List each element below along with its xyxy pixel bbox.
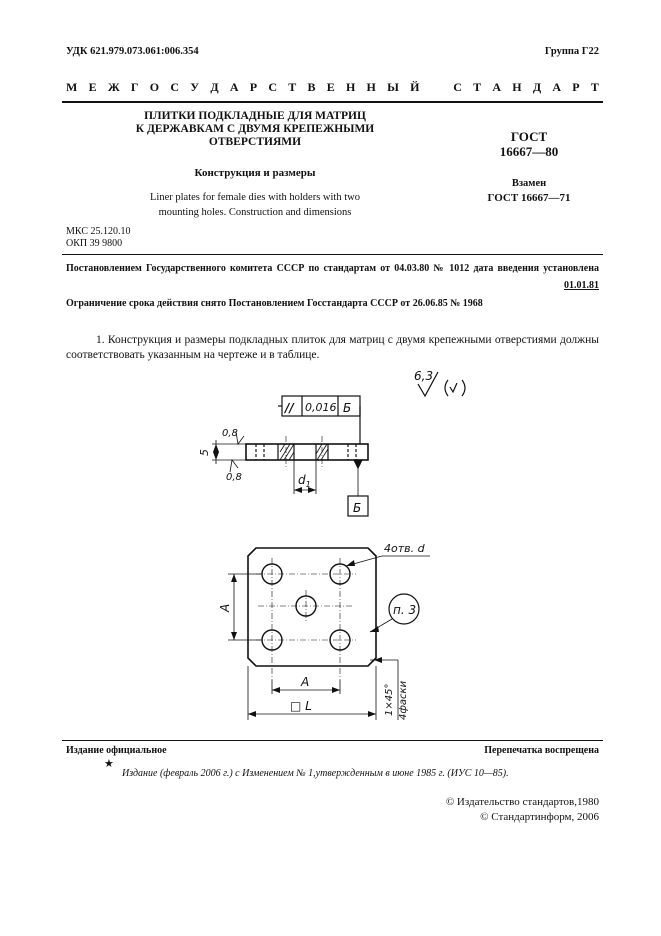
official-edition: Издание официальное	[66, 745, 167, 756]
banner-letter: Д	[210, 80, 219, 94]
banner-letter: Т	[590, 80, 599, 94]
reprint-prohibited: Перепечатка воспрещена	[484, 745, 599, 756]
english-title-line-1: Liner plates for female dies with holders with two	[150, 192, 360, 203]
document-subtitle: Конструкция и размеры	[194, 167, 316, 179]
limit-removed-text: Ограничение срока действия снято Постановлением Госстандарта СССР от 26.06.85 № 1968	[66, 298, 483, 309]
replaced-label: Взамен	[511, 178, 547, 189]
length-label: □ L	[290, 699, 312, 713]
tolerance-symbol: //	[285, 401, 294, 415]
flatness-top: 0,8	[222, 428, 238, 439]
banner-letter: Д	[532, 80, 542, 94]
banner-letter: Н	[345, 80, 356, 94]
banner-letter: С	[268, 80, 277, 94]
effective-date: 01.01.81	[564, 280, 599, 291]
banner-letter: М	[66, 80, 78, 94]
copyright-1: © Издательство стандартов,1980	[445, 796, 599, 808]
banner-letter: Ы	[387, 80, 399, 94]
group-code: Группа Г22	[544, 46, 599, 57]
gost-number: 16667—80	[499, 144, 559, 159]
chamfer-size: 1×45°	[384, 683, 395, 716]
copyright-block	[446, 795, 599, 825]
vertical-a-label: A	[218, 603, 232, 612]
banner-letter: Р	[249, 80, 258, 94]
tolerance-value: 0,016	[305, 401, 337, 414]
banner-letter: О	[149, 80, 160, 94]
tolerance-datum: Б	[343, 401, 352, 415]
title-line-1: ПЛИТКИ ПОДКЛАДНЫЕ ДЛЯ МАТРИЦ	[144, 110, 366, 122]
flatness-bottom: 0,8	[226, 472, 242, 483]
banner-letter: А	[552, 80, 562, 94]
okp-code: ОКП 39 9800	[66, 238, 123, 249]
banner-letter: С	[453, 80, 462, 94]
hole-dimension-subscript: 1	[305, 480, 311, 489]
horizontal-a-label: A	[301, 675, 310, 689]
title-line-2: К ДЕРЖАВКАМ С ДВУМЯ КРЕПЕЖНЫМИ	[135, 123, 375, 135]
thickness-value: 5	[198, 449, 211, 456]
banner-letter: Н	[512, 80, 522, 94]
banner-letter: А	[492, 80, 502, 94]
banner-letter: Е	[88, 80, 97, 94]
datum-label: Б	[353, 501, 362, 515]
holes-label: 4отв. d	[384, 542, 425, 555]
side-view	[246, 436, 368, 468]
udk-code: УДК 621.979.073.061:006.354	[66, 46, 199, 57]
paragraph-1: 1. Конструкция и размеры подкладных плиток для матриц с двумя крепежными отверстиями должны соответствовать указанным на чертеже и в таблице.	[66, 334, 599, 361]
banner-letter: У	[190, 80, 200, 94]
english-title-line-2: mounting holes. Construction and dimensions	[158, 207, 352, 218]
chamfer-count: 4фаски	[398, 680, 409, 720]
banner-letter: А	[229, 80, 239, 94]
roughness-value: 6,3	[414, 369, 434, 383]
banner-letter: Г	[130, 80, 139, 94]
copyright-2: © Стандартинформ, 2006	[480, 811, 599, 823]
star-icon: ★	[104, 758, 114, 770]
banner-letter: Т	[288, 80, 297, 94]
hole-dimension-label	[298, 473, 311, 489]
title-line-3: ОТВЕРСТИЯМИ	[208, 136, 302, 148]
decree-text: Постановлением Государственного комитета СССР по стандартам от 04.03.80 № 1012 дата введения установлена	[66, 263, 599, 274]
note-ref-label: п. 3	[393, 603, 417, 617]
banner-letter: Р	[572, 80, 580, 94]
footer-rule	[62, 740, 603, 741]
banner-letter: Ж	[107, 80, 120, 94]
banner-letter: Н	[366, 80, 376, 94]
banner-letter: Й	[410, 80, 420, 94]
banner-letter: Т	[473, 80, 482, 94]
banner-letter: В	[307, 80, 316, 94]
hole-dimension-main: d	[298, 473, 306, 487]
banner-letter: С	[170, 80, 180, 94]
top-view	[248, 548, 376, 680]
holes-leader	[346, 556, 430, 566]
vertical-a-dimension	[228, 574, 262, 640]
banner-letter: Е	[326, 80, 335, 94]
edition-note: Издание (февраль 2006 г.) с Изменением № 1,утвержденным в июне 1985 г. (ИУС 10—85).	[122, 768, 509, 779]
mks-code: МКС 25.120.10	[66, 226, 131, 237]
gost-label: ГОСТ	[510, 129, 548, 144]
replaced-value: ГОСТ 16667—71	[487, 192, 571, 204]
length-dimension	[248, 666, 376, 720]
